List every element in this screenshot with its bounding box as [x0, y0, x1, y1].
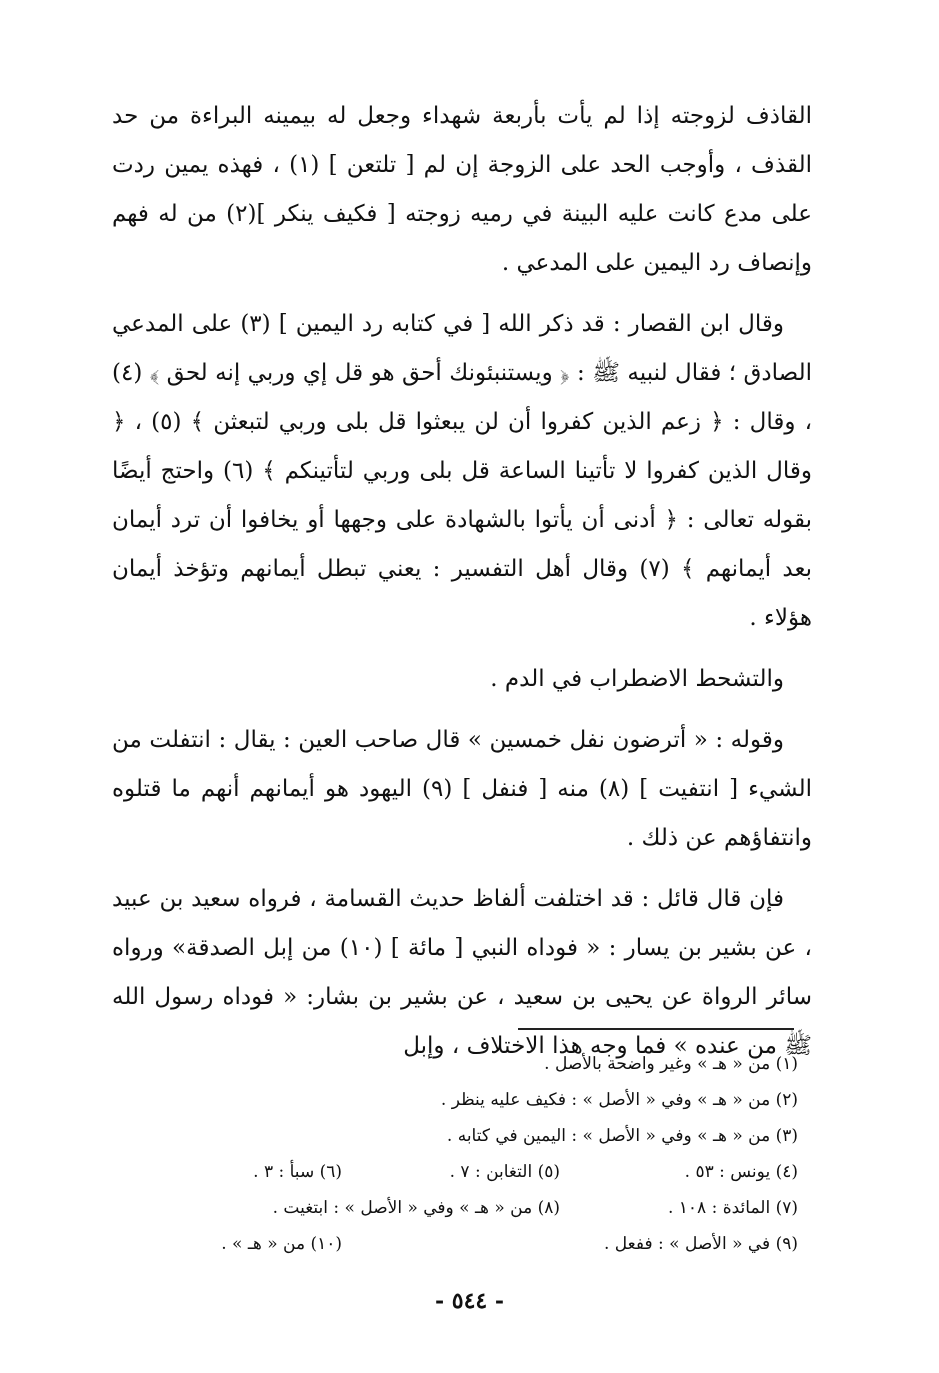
footnote-4: (٤) يونس : ٥٣ .	[684, 1162, 798, 1182]
paragraph-1: القاذف لزوجته إذا لم يأت بأربعة شهداء وجعل له بيمينه البراءة من حد القذف ، وأوجب الحد على الزوجة إن لم [ تلتعن ] (١) ، فهذه يمين ردت على مدع كانت عليه البينة في رميه زوجته [ فكيف ينكر ](٢) من له فهم وإنصاف رد اليمين على المدعي .	[112, 103, 813, 276]
footnote-2: (٢) من « هـ » وفي « الأصل » : فكيف عليه ينظر .	[440, 1090, 798, 1110]
footnote-9: (٩) في « الأصل » : ففعل .	[604, 1234, 798, 1254]
footnote-8: (٨) من « هـ » وفي « الأصل » : ابتغيت .	[272, 1198, 560, 1218]
footnotes	[150, 1046, 798, 1262]
footnote-6: (٦) سبأ : ٣ .	[253, 1162, 342, 1182]
footnote-row	[150, 1046, 798, 1082]
footnote-row	[150, 1118, 798, 1154]
paragraph-4: وقوله : « أترضون نفل خمسين » قال صاحب العين : يقال : انتفلت من الشيء [ انتفيت ] (٨) منه [ فنفل ] (٩) اليهود هو أيمانهم أنهم ما قتلوه وانتفاؤهم عن ذلك .	[112, 727, 812, 851]
footnote-row	[150, 1154, 798, 1190]
page-number: - ٥٤٤ -	[434, 1288, 505, 1314]
footnote-10: (١٠) من « هـ » .	[221, 1234, 342, 1254]
paragraph-3: والتشحط الاضطراب في الدم .	[490, 666, 784, 692]
paragraph-5: فإن قال قائل : قد اختلفت ألفاظ حديث القسامة ، فرواه سعيد بن عبيد ، عن بشير بن يسار : « فوداه النبي [ مائة ] (١٠) من إبل الصدقة» ورواه سائر الرواة عن يحيى بن سعيد ، عن بشير بن بشار: « فوداه رسول الله ﷺ من عنده » فما وجه هذا الاختلاف ، وإبل	[112, 886, 812, 1059]
main-text	[112, 92, 812, 1083]
footnote-1: (١) من « هـ » وغير واضحة بالأصل .	[544, 1054, 798, 1074]
paragraph-2: وقال ابن القصار : قد ذكر الله [ في كتابه رد اليمين ] (٣) على المدعي الصادق ؛ فقال لنبيه ﷺ : ﴿ ويستنبئونك أحق هو قل إي وربي إنه لحق ﴾ (٤) ، وقال : ﴿ زعم الذين كفروا أن لن يبعثوا قل بلى وربي لتبعثن ﴾ (٥) ، ﴿ وقال الذين كفروا لا تأتينا الساعة قل بلى وربي لتأتينكم ﴾ (٦) واحتج أيضًا بقوله تعالى : ﴿ أدنى أن يأتوا بالشهادة على وجهها أو يخافوا أن ترد أيمان بعد أيمانهم ﴾ (٧) وقال أهل التفسير : يعني تبطل أيمانهم وتؤخذ أيمان هؤلاء .	[112, 311, 813, 631]
footnote-5: (٥) التغابن : ٧ .	[449, 1162, 560, 1182]
footnote-spacer	[342, 1226, 560, 1262]
footnote-3: (٣) من « هـ » وفي « الأصل » : اليمين في كتابه .	[446, 1126, 798, 1146]
footnote-row	[150, 1226, 798, 1262]
footnote-row	[150, 1190, 798, 1226]
footnote-divider	[518, 1028, 794, 1030]
footnote-row	[150, 1082, 798, 1118]
footnote-7: (٧) المائدة : ١٠٨ .	[667, 1198, 798, 1218]
